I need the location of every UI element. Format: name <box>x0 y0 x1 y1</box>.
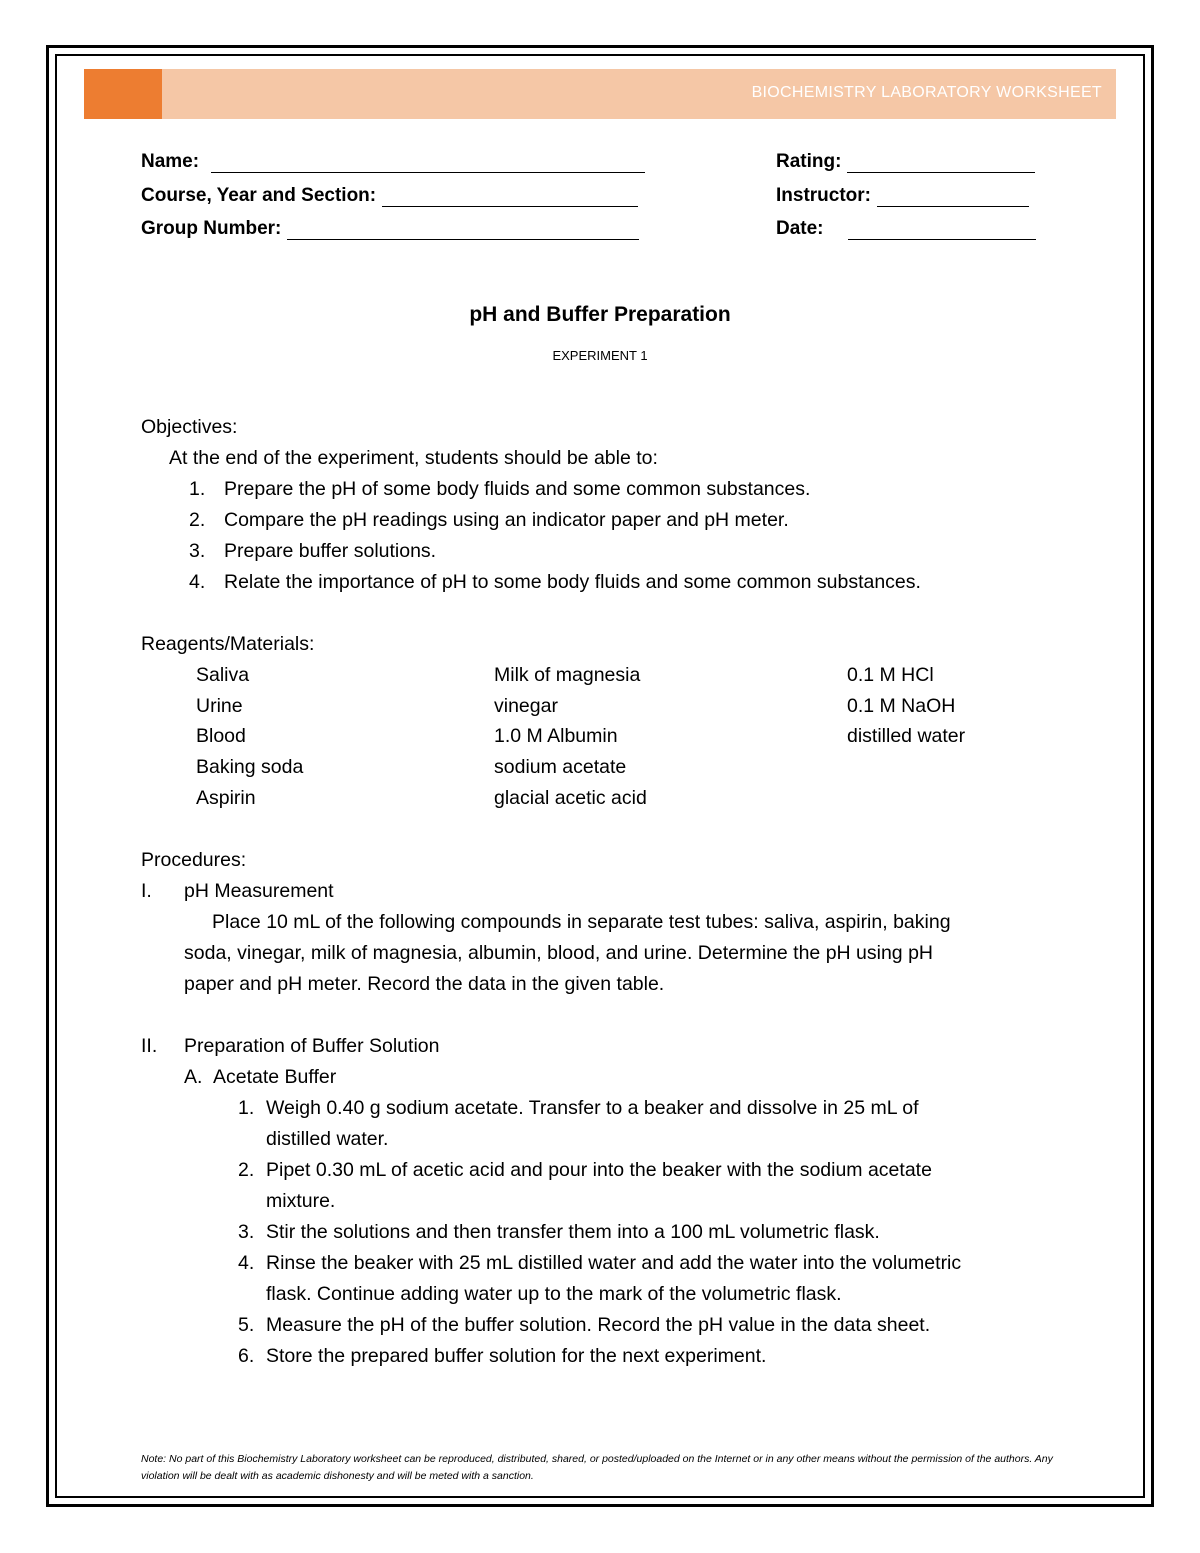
subsection-letter: A. <box>184 1066 203 1088</box>
rating-label: Rating: <box>776 151 842 172</box>
date-blank-line <box>848 219 1036 240</box>
step-number: 2. <box>238 1159 255 1181</box>
group-label: Group Number: <box>141 218 282 239</box>
step-text: distilled water. <box>266 1128 389 1150</box>
section-number: I. <box>141 880 152 902</box>
reagent-item: Saliva <box>196 664 250 686</box>
objective-item: Prepare buffer solutions. <box>224 540 437 562</box>
reagent-item: vinegar <box>494 695 558 717</box>
objective-item: Relate the importance of pH to some body fluids and some common substances. <box>224 571 921 593</box>
reagent-item: Baking soda <box>196 756 304 778</box>
name-field <box>141 145 645 173</box>
name-blank-line <box>211 152 645 173</box>
procedures-heading: Procedures: <box>141 849 247 871</box>
instructor-label: Instructor: <box>776 185 871 206</box>
course-field <box>141 179 638 207</box>
header-title: BIOCHEMISTRY LABORATORY WORKSHEET <box>751 84 1102 101</box>
step-text: Pipet 0.30 mL of acetic acid and pour into the beaker with the sodium acetate <box>266 1159 932 1181</box>
reagent-item: Urine <box>196 695 243 717</box>
step-text: flask. Continue adding water up to the mark of the volumetric flask. <box>266 1283 842 1305</box>
reagent-item: 0.1 M NaOH <box>847 695 956 717</box>
section-title: Preparation of Buffer Solution <box>184 1035 440 1057</box>
step-text: Rinse the beaker with 25 mL distilled water and add the water into the volumetric <box>266 1252 962 1274</box>
step-number: 5. <box>238 1314 255 1336</box>
step-number: 6. <box>238 1345 255 1367</box>
reagent-item: 1.0 M Albumin <box>494 725 618 747</box>
objectives-intro: At the end of the experiment, students should be able to: <box>169 447 658 469</box>
group-field <box>141 212 639 240</box>
step-number: 4. <box>238 1252 255 1274</box>
step-text: Weigh 0.40 g sodium acetate. Transfer to a beaker and dissolve in 25 mL of <box>266 1097 919 1119</box>
section-title: pH Measurement <box>184 880 334 902</box>
reagent-item: distilled water <box>847 725 966 747</box>
reagent-item: Blood <box>196 725 246 747</box>
rating-field <box>776 145 1035 173</box>
experiment-label: EXPERIMENT 1 <box>552 348 648 363</box>
section-number: II. <box>141 1035 158 1057</box>
date-field <box>776 212 1036 240</box>
objective-item: Prepare the pH of some body fluids and some common substances. <box>224 478 811 500</box>
objectives-heading: Objectives: <box>141 416 238 438</box>
course-blank-line <box>382 186 638 207</box>
step-number: 1. <box>238 1097 255 1119</box>
footer-note: Note: No part of this Biochemistry Laboratory worksheet can be reproduced, distributed, shared, or posted/uploaded on the Internet or in any other means without the permission of the authors. Any violation will be dealt with as academic dishonesty and will be meted with a sanction. <box>141 1453 1053 1482</box>
objective-number: 3. <box>189 540 206 562</box>
instructor-field <box>776 179 1029 207</box>
document-title: pH and Buffer Preparation <box>469 303 731 326</box>
reagent-item: sodium acetate <box>494 756 627 778</box>
paragraph-line: Place 10 mL of the following compounds in separate test tubes: saliva, aspirin, baking <box>212 911 951 933</box>
reagent-item: 0.1 M HCl <box>847 664 934 686</box>
group-blank-line <box>287 219 639 240</box>
reagent-item: Milk of magnesia <box>494 664 641 686</box>
date-label: Date: <box>776 218 824 239</box>
reagents-heading: Reagents/Materials: <box>141 633 315 655</box>
paragraph-line: paper and pH meter. Record the data in the given table. <box>184 973 665 995</box>
step-text: Stir the solutions and then transfer them into a 100 mL volumetric flask. <box>266 1221 880 1243</box>
objective-number: 2. <box>189 509 206 531</box>
step-number: 3. <box>238 1221 255 1243</box>
header-accent-block <box>84 69 162 119</box>
rating-blank-line <box>847 152 1035 173</box>
header-banner <box>84 69 1116 119</box>
reagent-item: Aspirin <box>196 787 256 809</box>
objective-number: 1. <box>189 478 206 500</box>
course-label: Course, Year and Section: <box>141 185 377 206</box>
instructor-blank-line <box>877 186 1029 207</box>
step-text: Measure the pH of the buffer solution. Record the pH value in the data sheet. <box>266 1314 931 1336</box>
paragraph-line: soda, vinegar, milk of magnesia, albumin, blood, and urine. Determine the pH using pH <box>184 942 933 964</box>
reagent-item: glacial acetic acid <box>494 787 647 809</box>
name-label: Name: <box>141 151 200 172</box>
step-text: mixture. <box>266 1190 336 1212</box>
step-text: Store the prepared buffer solution for the next experiment. <box>266 1345 767 1367</box>
objective-number: 4. <box>189 571 206 593</box>
subsection-title: Acetate Buffer <box>213 1066 337 1088</box>
objective-item: Compare the pH readings using an indicator paper and pH meter. <box>224 509 789 531</box>
